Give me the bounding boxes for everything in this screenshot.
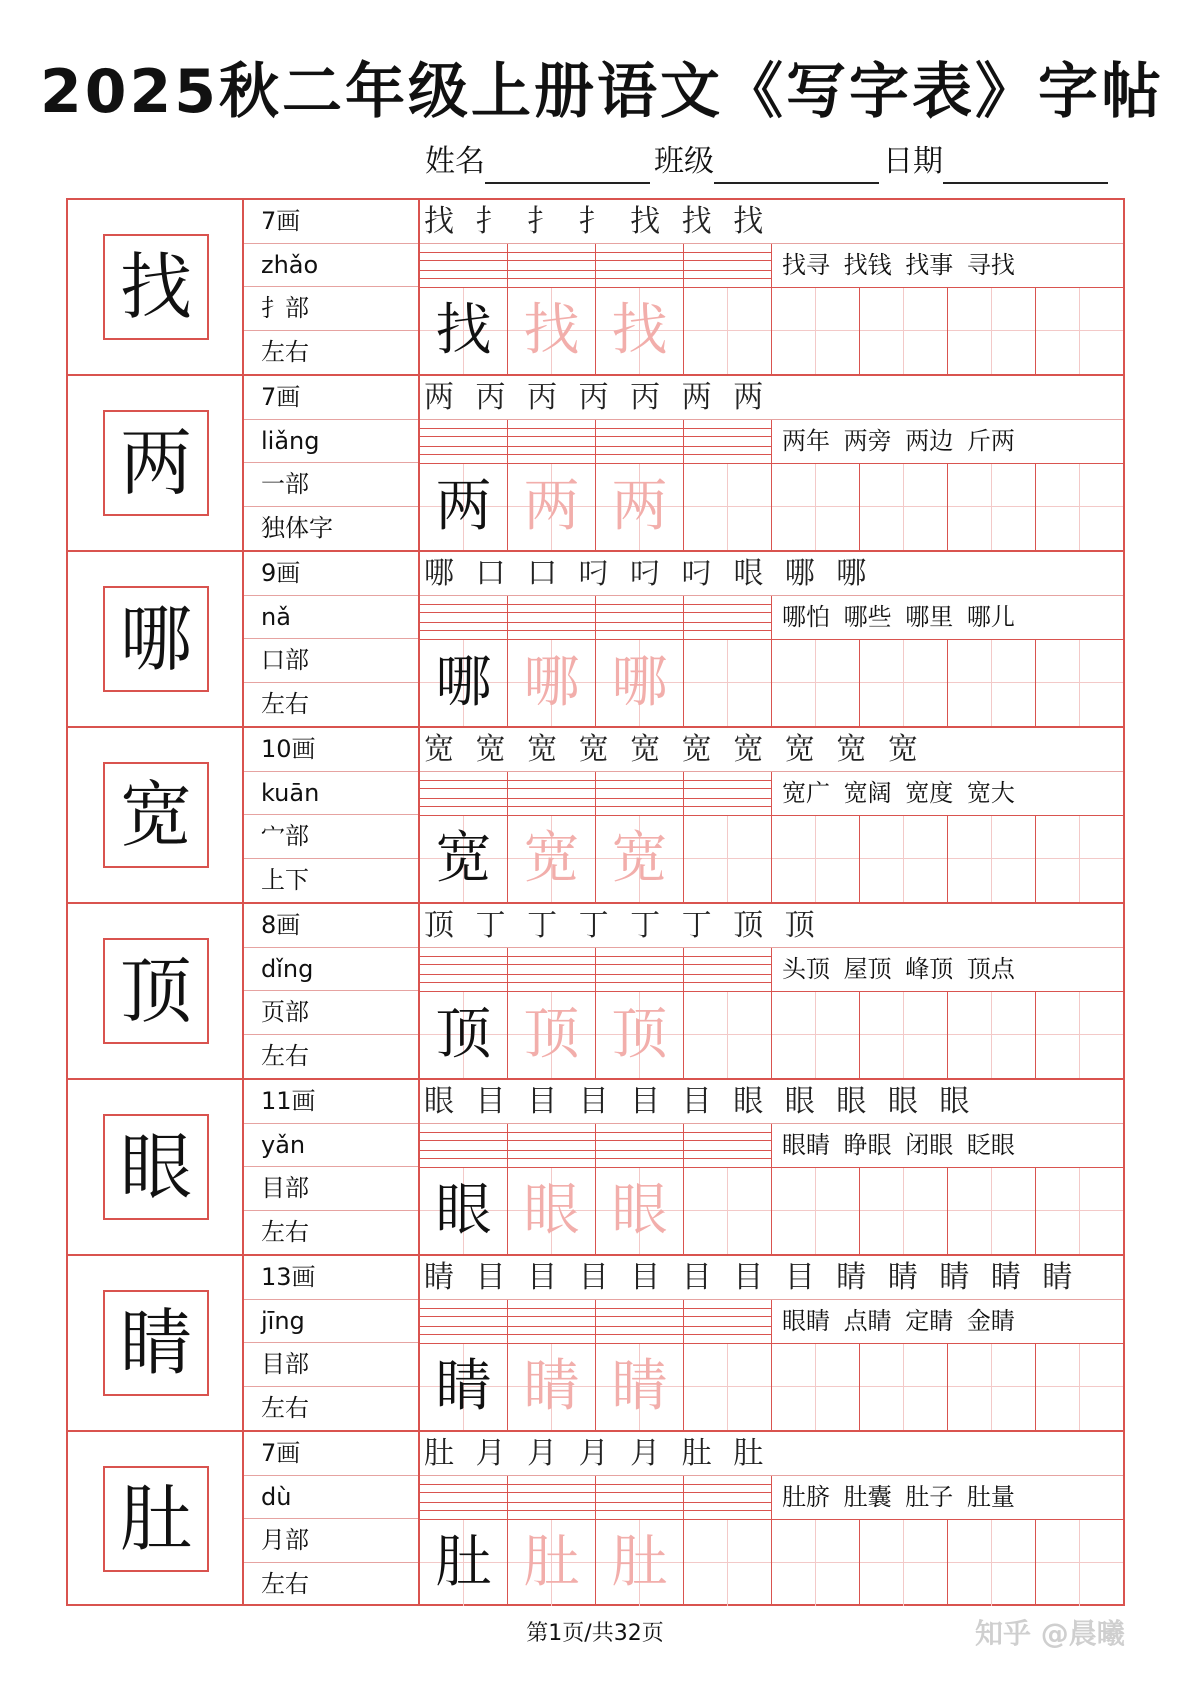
practice-area — [420, 200, 1123, 374]
tian-grid — [420, 288, 1123, 374]
pinyin-cell — [684, 1300, 772, 1343]
empty-practice-cell[interactable] — [1036, 816, 1123, 902]
pinyin-guide-line — [420, 974, 772, 975]
class-blank — [714, 148, 879, 184]
pinyin-guide-line — [420, 278, 772, 279]
empty-practice-cell[interactable] — [1036, 464, 1123, 550]
empty-practice-cell[interactable] — [948, 464, 1036, 550]
model-char: 哪 — [103, 586, 209, 692]
pinyin-cell — [684, 244, 772, 287]
word-examples: 两年 两旁 两边 斤两 — [782, 427, 1015, 455]
pinyin-guide-line — [420, 1484, 772, 1485]
pinyin-cell — [508, 244, 596, 287]
word-examples: 头顶 屋顶 峰顶 顶点 — [782, 955, 1015, 983]
empty-practice-cell[interactable] — [860, 1168, 948, 1254]
big-char-cell — [68, 1432, 244, 1606]
pinyin-cell — [684, 1476, 772, 1519]
pinyin-guide-line — [420, 1502, 772, 1503]
practice-sheet — [66, 198, 1125, 1606]
char-info — [244, 1432, 420, 1606]
pinyin-guide-line — [420, 1492, 772, 1493]
stroke-count: 9画 — [244, 552, 418, 596]
empty-practice-cell[interactable] — [684, 640, 772, 726]
pinyin-cell — [508, 1300, 596, 1343]
trace-char-cell: 肚 — [596, 1520, 684, 1606]
pinyin-guide-line — [420, 1510, 772, 1511]
pinyin-guide-line — [420, 1158, 772, 1159]
pinyin-cell — [684, 948, 772, 991]
pinyin-guide-line — [420, 270, 772, 271]
pinyin-lines — [420, 420, 1123, 464]
trace-char-cell: 睛 — [596, 1344, 684, 1430]
char-info — [244, 904, 420, 1078]
pinyin-guide-line — [420, 1140, 772, 1141]
trace-char-cell: 眼 — [596, 1168, 684, 1254]
pinyin-lines — [420, 244, 1123, 288]
big-char-cell — [68, 728, 244, 902]
model-char: 眼 — [103, 1114, 209, 1220]
empty-practice-cell[interactable] — [772, 640, 860, 726]
pinyin-guide-line — [420, 806, 772, 807]
trace-char-cell: 顶 — [508, 992, 596, 1078]
char-row — [68, 1432, 1123, 1608]
pinyin-guide-line — [420, 1308, 772, 1309]
page-title: 2025秋二年级上册语文《写字表》字帖 — [40, 57, 1164, 127]
stroke-count: 10画 — [244, 728, 418, 772]
pinyin-cell — [596, 1476, 684, 1519]
name-label: 姓名 — [425, 144, 485, 179]
structure: 左右 — [261, 1041, 309, 1070]
pinyin-guide-line — [420, 428, 772, 429]
model-char: 找 — [103, 234, 209, 340]
pinyin-lines — [420, 948, 1123, 992]
empty-practice-cell[interactable] — [1036, 640, 1123, 726]
big-char-cell — [68, 1256, 244, 1430]
empty-practice-cell[interactable] — [948, 1344, 1036, 1430]
empty-practice-cell[interactable] — [772, 464, 860, 550]
stroke-count: 13画 — [244, 1256, 418, 1300]
stroke-order: 宽 宽 宽 宽 宽 宽 宽 宽 宽 宽 — [420, 728, 1123, 772]
big-char-cell — [68, 376, 244, 550]
pinyin: nǎ — [244, 596, 418, 640]
empty-practice-cell[interactable] — [684, 992, 772, 1078]
pinyin-cell — [596, 420, 684, 463]
pinyin: dù — [244, 1476, 418, 1520]
empty-practice-cell[interactable] — [772, 816, 860, 902]
empty-practice-cell[interactable] — [684, 288, 772, 374]
pinyin-guide-line — [420, 964, 772, 965]
practice-area — [420, 728, 1123, 902]
pinyin-guide-line — [420, 1150, 772, 1151]
empty-practice-cell[interactable] — [684, 816, 772, 902]
model-char: 肚 — [103, 1466, 209, 1572]
empty-practice-cell[interactable] — [684, 1520, 772, 1606]
pinyin-cell — [420, 596, 508, 639]
pinyin-guide-line — [420, 446, 772, 447]
pinyin-cell — [420, 1476, 508, 1519]
pinyin-lines — [420, 596, 1123, 640]
tian-grid — [420, 1344, 1123, 1430]
empty-practice-cell[interactable] — [1036, 992, 1123, 1078]
empty-practice-cell[interactable] — [1036, 1520, 1123, 1606]
word-examples: 眼睛 点睛 定睛 金睛 — [782, 1307, 1015, 1335]
date-blank — [943, 148, 1108, 184]
char-row — [68, 1256, 1123, 1432]
empty-practice-cell[interactable] — [1036, 1168, 1123, 1254]
radical: 一部 — [244, 463, 418, 507]
pinyin-cell — [508, 596, 596, 639]
page-number: 第1页/共32页 — [526, 1621, 664, 1646]
empty-practice-cell[interactable] — [1036, 1344, 1123, 1430]
stroke-order: 睛 目 目 目 目 目 目 目 睛 睛 睛 睛 睛 — [420, 1256, 1123, 1300]
pinyin-guide-line — [420, 1132, 772, 1133]
radical: 宀部 — [244, 815, 418, 859]
trace-char-cell: 哪 — [596, 640, 684, 726]
char-row — [68, 904, 1123, 1080]
pinyin-guide-line — [420, 788, 772, 789]
pinyin-guide-line — [420, 798, 772, 799]
tian-grid — [420, 1168, 1123, 1254]
sample-char-cell: 哪 — [420, 640, 508, 726]
empty-practice-cell[interactable] — [948, 288, 1036, 374]
pinyin-guide-line — [420, 612, 772, 613]
empty-practice-cell[interactable] — [772, 1520, 860, 1606]
word-examples: 宽广 宽阔 宽度 宽大 — [782, 779, 1015, 807]
pinyin-cell — [684, 420, 772, 463]
pinyin-cell — [420, 1124, 508, 1167]
pinyin-cell — [508, 948, 596, 991]
pinyin-cell — [420, 1300, 508, 1343]
empty-practice-cell[interactable] — [772, 288, 860, 374]
empty-practice-cell[interactable] — [948, 992, 1036, 1078]
pinyin-cell — [596, 772, 684, 815]
pinyin-guide-line — [420, 630, 772, 631]
practice-area — [420, 1080, 1123, 1254]
empty-practice-cell[interactable] — [772, 992, 860, 1078]
word-examples: 找寻 找钱 找事 寻找 — [782, 251, 1015, 279]
pinyin-cell — [508, 1124, 596, 1167]
pinyin-cell — [508, 420, 596, 463]
practice-area — [420, 904, 1123, 1078]
model-char: 两 — [103, 410, 209, 516]
pinyin-cell — [420, 420, 508, 463]
pinyin-cell — [596, 596, 684, 639]
student-info — [425, 140, 1112, 184]
pinyin-cell — [684, 596, 772, 639]
empty-practice-cell[interactable] — [860, 640, 948, 726]
empty-practice-cell[interactable] — [948, 1520, 1036, 1606]
char-row — [68, 728, 1123, 904]
sample-char-cell: 眼 — [420, 1168, 508, 1254]
radical: 目部 — [244, 1167, 418, 1211]
empty-practice-cell[interactable] — [684, 464, 772, 550]
practice-area — [420, 376, 1123, 550]
trace-char-cell: 眼 — [508, 1168, 596, 1254]
big-char-cell — [68, 1080, 244, 1254]
structure: 左右 — [261, 1217, 309, 1246]
pinyin-guide-line — [420, 622, 772, 623]
tian-grid — [420, 640, 1123, 726]
pinyin-guide-line — [420, 604, 772, 605]
char-info — [244, 1256, 420, 1430]
empty-practice-cell[interactable] — [948, 816, 1036, 902]
pinyin: kuān — [244, 772, 418, 816]
empty-practice-cell[interactable] — [860, 816, 948, 902]
empty-practice-cell[interactable] — [860, 1520, 948, 1606]
pinyin-cell — [684, 1124, 772, 1167]
pinyin-cell — [420, 244, 508, 287]
pinyin-cell — [684, 772, 772, 815]
sample-char-cell: 找 — [420, 288, 508, 374]
pinyin: yǎn — [244, 1124, 418, 1168]
pinyin: jīng — [244, 1300, 418, 1344]
char-row — [68, 376, 1123, 552]
pinyin-lines — [420, 1124, 1123, 1168]
char-row — [68, 552, 1123, 728]
empty-practice-cell[interactable] — [860, 288, 948, 374]
trace-char-cell: 肚 — [508, 1520, 596, 1606]
trace-char-cell: 宽 — [596, 816, 684, 902]
stroke-count: 7画 — [244, 200, 418, 244]
trace-char-cell: 哪 — [508, 640, 596, 726]
pinyin-guide-line — [420, 252, 772, 253]
stroke-order: 肚 月 月 月 月 肚 肚 — [420, 1432, 1123, 1476]
date-label: 日期 — [883, 144, 943, 179]
pinyin-guide-line — [420, 982, 772, 983]
sample-char-cell: 宽 — [420, 816, 508, 902]
watermark: 知乎 @晨曦 — [975, 1617, 1125, 1650]
empty-practice-cell[interactable] — [860, 464, 948, 550]
pinyin-lines — [420, 772, 1123, 816]
pinyin-lines — [420, 1300, 1123, 1344]
structure: 左右 — [261, 1393, 309, 1422]
sample-char-cell: 肚 — [420, 1520, 508, 1606]
pinyin-cell — [596, 244, 684, 287]
pinyin: liǎng — [244, 420, 418, 464]
big-char-cell — [68, 904, 244, 1078]
empty-practice-cell[interactable] — [1036, 288, 1123, 374]
pinyin-cell — [420, 948, 508, 991]
char-info — [244, 1080, 420, 1254]
practice-area — [420, 1256, 1123, 1430]
structure: 上下 — [261, 865, 309, 894]
pinyin-lines — [420, 1476, 1123, 1520]
radical: 页部 — [244, 991, 418, 1035]
radical: 目部 — [244, 1343, 418, 1387]
radical: 口部 — [244, 639, 418, 683]
stroke-count: 7画 — [244, 1432, 418, 1476]
pinyin-guide-line — [420, 1326, 772, 1327]
pinyin-guide-line — [420, 454, 772, 455]
word-examples: 肚脐 肚囊 肚子 肚量 — [782, 1483, 1015, 1511]
pinyin-guide-line — [420, 436, 772, 437]
tian-grid — [420, 464, 1123, 550]
trace-char-cell: 找 — [596, 288, 684, 374]
pinyin-guide-line — [420, 956, 772, 957]
pinyin-cell — [508, 1476, 596, 1519]
empty-practice-cell[interactable] — [684, 1168, 772, 1254]
empty-practice-cell[interactable] — [684, 1344, 772, 1430]
empty-practice-cell[interactable] — [860, 992, 948, 1078]
model-char: 睛 — [103, 1290, 209, 1396]
char-row — [68, 1080, 1123, 1256]
pinyin-guide-line — [420, 1334, 772, 1335]
stroke-count: 8画 — [244, 904, 418, 948]
stroke-order: 眼 目 目 目 目 目 眼 眼 眼 眼 眼 — [420, 1080, 1123, 1124]
stroke-order: 顶 丁 丁 丁 丁 丁 顶 顶 — [420, 904, 1123, 948]
pinyin-guide-line — [420, 780, 772, 781]
stroke-count: 7画 — [244, 376, 418, 420]
tian-grid — [420, 816, 1123, 902]
char-info — [244, 376, 420, 550]
structure: 左右 — [261, 1569, 309, 1598]
name-blank — [485, 148, 650, 184]
radical: 月部 — [244, 1519, 418, 1563]
pinyin-guide-line — [420, 260, 772, 261]
word-examples: 眼睛 睁眼 闭眼 眨眼 — [782, 1131, 1015, 1159]
big-char-cell — [68, 552, 244, 726]
structure: 左右 — [261, 689, 309, 718]
char-row — [68, 200, 1123, 376]
pinyin-cell — [420, 772, 508, 815]
stroke-order: 找 扌 扌 扌 找 找 找 — [420, 200, 1123, 244]
trace-char-cell: 两 — [596, 464, 684, 550]
stroke-count: 11画 — [244, 1080, 418, 1124]
pinyin-cell — [596, 1300, 684, 1343]
pinyin-cell — [596, 1124, 684, 1167]
radical: 扌部 — [244, 287, 418, 331]
empty-practice-cell[interactable] — [772, 1344, 860, 1430]
trace-char-cell: 两 — [508, 464, 596, 550]
stroke-order: 两 丙 丙 丙 丙 两 两 — [420, 376, 1123, 420]
empty-practice-cell[interactable] — [772, 1168, 860, 1254]
trace-char-cell: 宽 — [508, 816, 596, 902]
pinyin: zhǎo — [244, 244, 418, 288]
structure: 左右 — [261, 337, 309, 366]
trace-char-cell: 睛 — [508, 1344, 596, 1430]
trace-char-cell: 找 — [508, 288, 596, 374]
char-info — [244, 200, 420, 374]
sample-char-cell: 顶 — [420, 992, 508, 1078]
pinyin-cell — [508, 772, 596, 815]
practice-area — [420, 552, 1123, 726]
tian-grid — [420, 1520, 1123, 1606]
char-info — [244, 552, 420, 726]
empty-practice-cell[interactable] — [948, 1168, 1036, 1254]
practice-area — [420, 1432, 1123, 1606]
sample-char-cell: 睛 — [420, 1344, 508, 1430]
tian-grid — [420, 992, 1123, 1078]
trace-char-cell: 顶 — [596, 992, 684, 1078]
model-char: 宽 — [103, 762, 209, 868]
stroke-order: 哪 口 口 叼 叼 叼 哏 哪 哪 — [420, 552, 1123, 596]
empty-practice-cell[interactable] — [860, 1344, 948, 1430]
empty-practice-cell[interactable] — [948, 640, 1036, 726]
word-examples: 哪怕 哪些 哪里 哪儿 — [782, 603, 1015, 631]
char-info — [244, 728, 420, 902]
sample-char-cell: 两 — [420, 464, 508, 550]
pinyin-guide-line — [420, 1316, 772, 1317]
big-char-cell — [68, 200, 244, 374]
pinyin-cell — [596, 948, 684, 991]
structure: 独体字 — [261, 513, 333, 542]
model-char: 顶 — [103, 938, 209, 1044]
pinyin: dǐng — [244, 948, 418, 992]
class-label: 班级 — [654, 144, 714, 179]
